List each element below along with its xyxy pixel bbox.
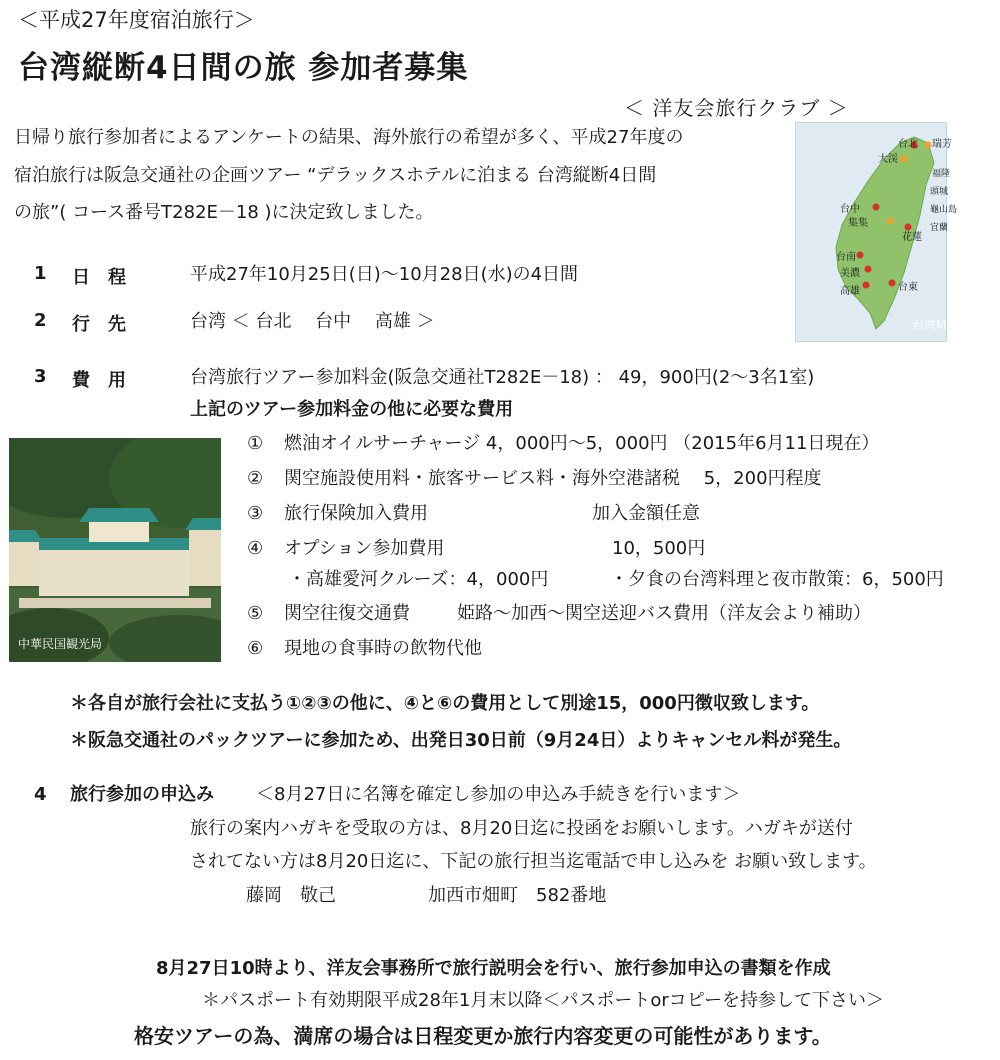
contact-name: 藤岡 敬己 [246, 885, 336, 906]
cost-4-extra: 10，500円 [612, 538, 706, 559]
cost-3-marker: ③ [247, 503, 264, 524]
cost-1-text: 燃油オイルサーチャージ 4，000円～5，000円 （2015年6月11日現在） [284, 433, 880, 454]
map-label-tainan: 台南 [836, 252, 856, 263]
map-caption: 台湾MAP [912, 318, 962, 332]
palace-museum-photo [9, 438, 221, 662]
map-city-dot [863, 282, 870, 289]
application-line-2: されてない方は8月20日迄に、下記の旅行担当迄電話で申し込みを お願い致します。 [190, 851, 877, 872]
cost-6-text: 現地の食事時の飲物代他 [284, 638, 482, 659]
map-label-meinong: 美濃 [840, 268, 860, 279]
note-cancellation: ＊阪急交通社のパックツアーに参加ため、出発日30日前（9月24日）よりキャンセル料が発生。 [70, 730, 852, 751]
extra-costs-heading: 上記のツアー参加料金の他に必要な費用 [190, 399, 514, 420]
option-cruise: ・高雄愛河クルーズ：4，000円 [288, 569, 549, 590]
intro-line-2: 宿泊旅行は阪急交通社の企画ツアー “デラックスホテルに泊まる 台湾縦断4日間 [14, 165, 657, 186]
map-city-dot [887, 218, 894, 225]
item-3-label: 費 用 [72, 370, 126, 391]
header-subtitle: ＜平成27年度宿泊旅行＞ [18, 8, 255, 32]
organizer-name: ＜ 洋友会旅行クラブ ＞ [624, 96, 849, 120]
map-city-dot [925, 142, 932, 149]
application-heading: 旅行参加の申込み [70, 784, 214, 805]
cost-3-extra: 加入金額任意 [592, 503, 700, 524]
item-1-value: 平成27年10月25日(日)～10月28日(水)の4日間 [190, 264, 579, 285]
cost-5-extra: 姫路～加西～関空送迎バス費用（洋友会より補助） [457, 603, 871, 624]
application-heading-note: ＜8月27日に名簿を確定し参加の申込み手続きを行います＞ [256, 784, 741, 805]
map-city-dot [889, 280, 896, 287]
map-label-yilan: 宜蘭 [930, 223, 949, 233]
item-2-value: 台湾 ＜ 台北 台中 高雄 ＞ [190, 311, 435, 332]
map-label-taichung: 台中 [840, 204, 860, 215]
cost-5-text: 関空往復交通費 [284, 603, 410, 624]
application-number: 4 [34, 784, 47, 805]
cost-2-text: 関空施設使用料・旅客サービス料・海外空港諸税 5，200円程度 [284, 468, 822, 489]
map-city-dot [873, 204, 880, 211]
map-label-jiji: 集集 [848, 218, 868, 229]
item-1-number: 1 [34, 263, 47, 284]
item-3-number: 3 [34, 366, 47, 387]
map-label-taipei: 台北 [898, 139, 918, 150]
taiwan-map [795, 122, 947, 342]
cost-5-marker: ⑤ [247, 603, 264, 624]
footer-passport: ＊パスポート有効期限平成28年1月末以降＜パスポートorコピーを持参して下さい＞ [202, 990, 885, 1011]
cost-2-marker: ② [247, 468, 264, 489]
intro-line-1: 日帰り旅行参加者によるアンケートの結果、海外旅行の希望が多く、平成27年度の [14, 127, 684, 148]
taiwan-map-graphic [796, 123, 949, 341]
footer-briefing: 8月27日10時より、洋友会事務所で旅行説明会を行い、旅行参加申込の書類を作成 [156, 958, 831, 979]
map-label-hualien: 花蓮 [902, 232, 922, 243]
item-2-number: 2 [34, 310, 47, 331]
map-label-daxi: 大渓 [878, 154, 898, 165]
palace-museum-graphic [9, 438, 221, 662]
page-title: 台湾縦断4日間の旅 参加者募集 [18, 50, 469, 86]
option-dinner: ・夕食の台湾料理と夜市散策：6，500円 [610, 569, 944, 590]
map-city-dot [865, 266, 872, 273]
cost-1-marker: ① [247, 433, 264, 454]
item-3-value: 台湾旅行ツアー参加料金(阪急交通社T282E－18) ： 49，900円(2～3名1室) [190, 367, 815, 388]
map-label-ruifang: 瑞芳 [932, 139, 952, 150]
photo-caption: 中華民国観光局 [18, 637, 103, 651]
map-city-dot [901, 156, 908, 163]
intro-line-3: の旅”( コース番号T282E－18 )に決定致しました。 [14, 202, 434, 223]
application-line-1: 旅行の案内ハガキを受取の方は、8月20日迄に投函をお願いします。ハガキが送付 [190, 818, 853, 839]
footer-warning: 格安ツアーの為、満席の場合は日程変更か旅行内容変更の可能性があります。 [134, 1024, 832, 1048]
cost-4-text: オプション参加費用 [284, 538, 445, 559]
map-label-kaohsiung: 高雄 [840, 286, 860, 297]
map-label-guishan-island: 龜山島 [930, 205, 958, 215]
map-label-taitung: 台東 [898, 282, 918, 293]
map-label-toucheng: 頭城 [930, 187, 949, 197]
cost-4-marker: ④ [247, 538, 264, 559]
cost-3-text: 旅行保険加入費用 [284, 503, 428, 524]
item-2-label: 行 先 [72, 314, 126, 335]
item-1-label: 日 程 [72, 267, 126, 288]
map-city-dot [857, 252, 864, 259]
note-payment: ＊各自が旅行会社に支払う①②③の他に、④と⑥の費用として別途15，000円徴収致します。 [70, 693, 820, 714]
cost-6-marker: ⑥ [247, 638, 264, 659]
map-label-fulong: 福隆 [932, 169, 951, 179]
contact-address: 加西市畑町 582番地 [428, 885, 607, 906]
